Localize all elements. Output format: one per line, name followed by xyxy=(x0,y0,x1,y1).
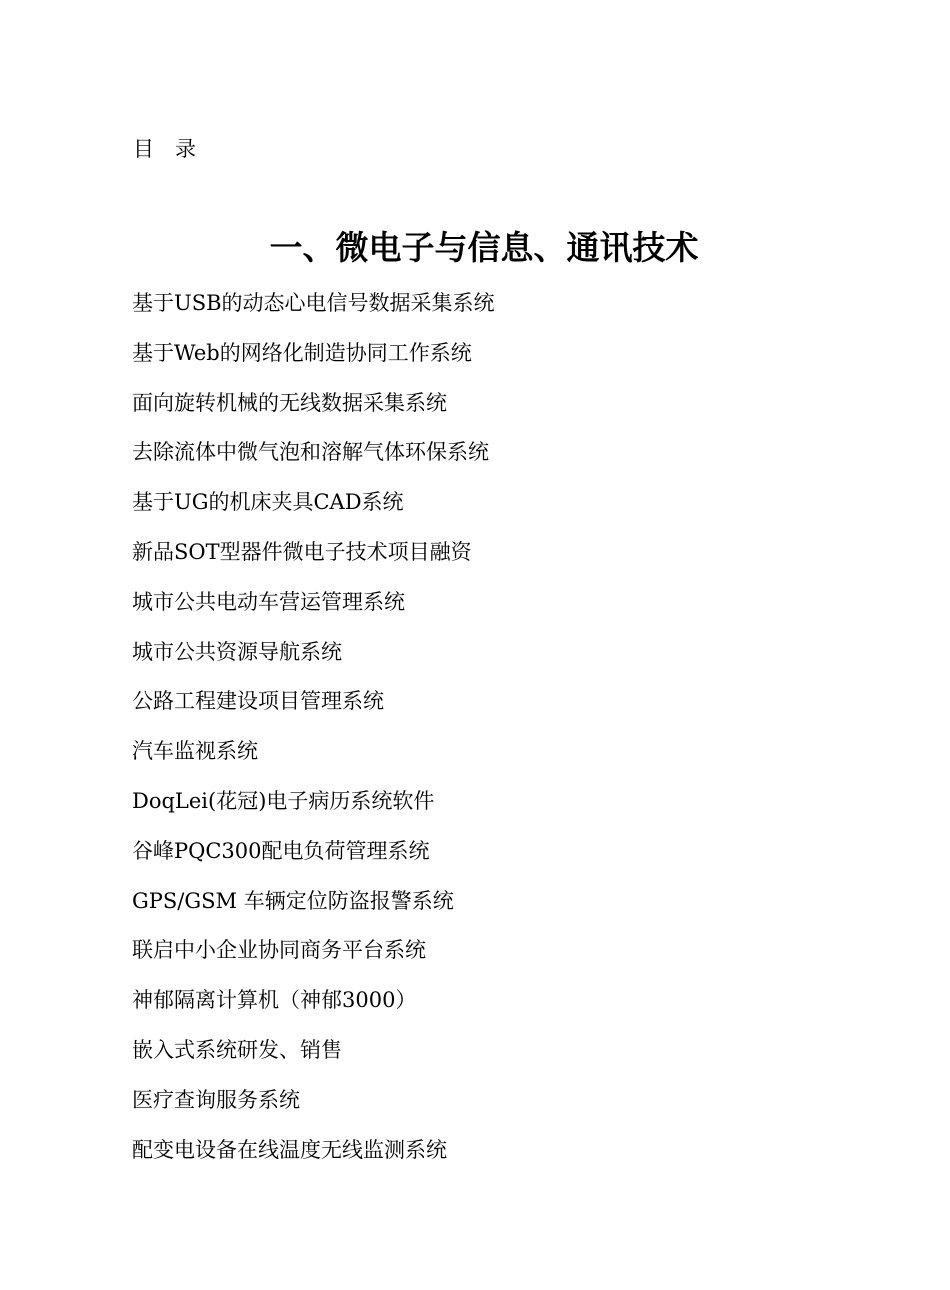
list-item: 谷峰PQC300配电负荷管理系统 xyxy=(132,838,430,863)
list-item: 新品SOT型器件微电子技术项目融资 xyxy=(132,539,472,564)
list-item: 嵌入式系统研发、销售 xyxy=(132,1037,342,1062)
list-item: 医疗查询服务系统 xyxy=(132,1087,300,1112)
toc-label: 目 录 xyxy=(133,137,196,161)
section-heading: 一、微电子与信息、通讯技术 xyxy=(269,228,699,267)
item-list xyxy=(132,279,495,1175)
list-item: 公路工程建设项目管理系统 xyxy=(132,689,384,714)
list-item: 城市公共资源导航系统 xyxy=(132,639,342,664)
list-item: 去除流体中微气泡和溶解气体环保系统 xyxy=(132,440,489,465)
list-item: DoqLei(花冠)电子病历系统软件 xyxy=(132,788,435,813)
list-item: 神郁隔离计算机（神郁3000） xyxy=(132,988,417,1013)
list-item: 面向旋转机械的无线数据采集系统 xyxy=(132,390,447,415)
list-item: GPS/GSM 车辆定位防盗报警系统 xyxy=(132,888,454,913)
list-item: 基于Web的网络化制造协同工作系统 xyxy=(132,340,472,365)
list-item: 基于UG的机床夹具CAD系统 xyxy=(132,490,404,515)
list-item: 城市公共电动车营运管理系统 xyxy=(132,589,405,614)
list-item: 汽车监视系统 xyxy=(132,739,258,764)
list-item: 基于USB的动态心电信号数据采集系统 xyxy=(132,291,495,315)
list-item: 联启中小企业协同商务平台系统 xyxy=(132,938,426,963)
list-item: 配变电设备在线温度无线监测系统 xyxy=(132,1137,447,1162)
